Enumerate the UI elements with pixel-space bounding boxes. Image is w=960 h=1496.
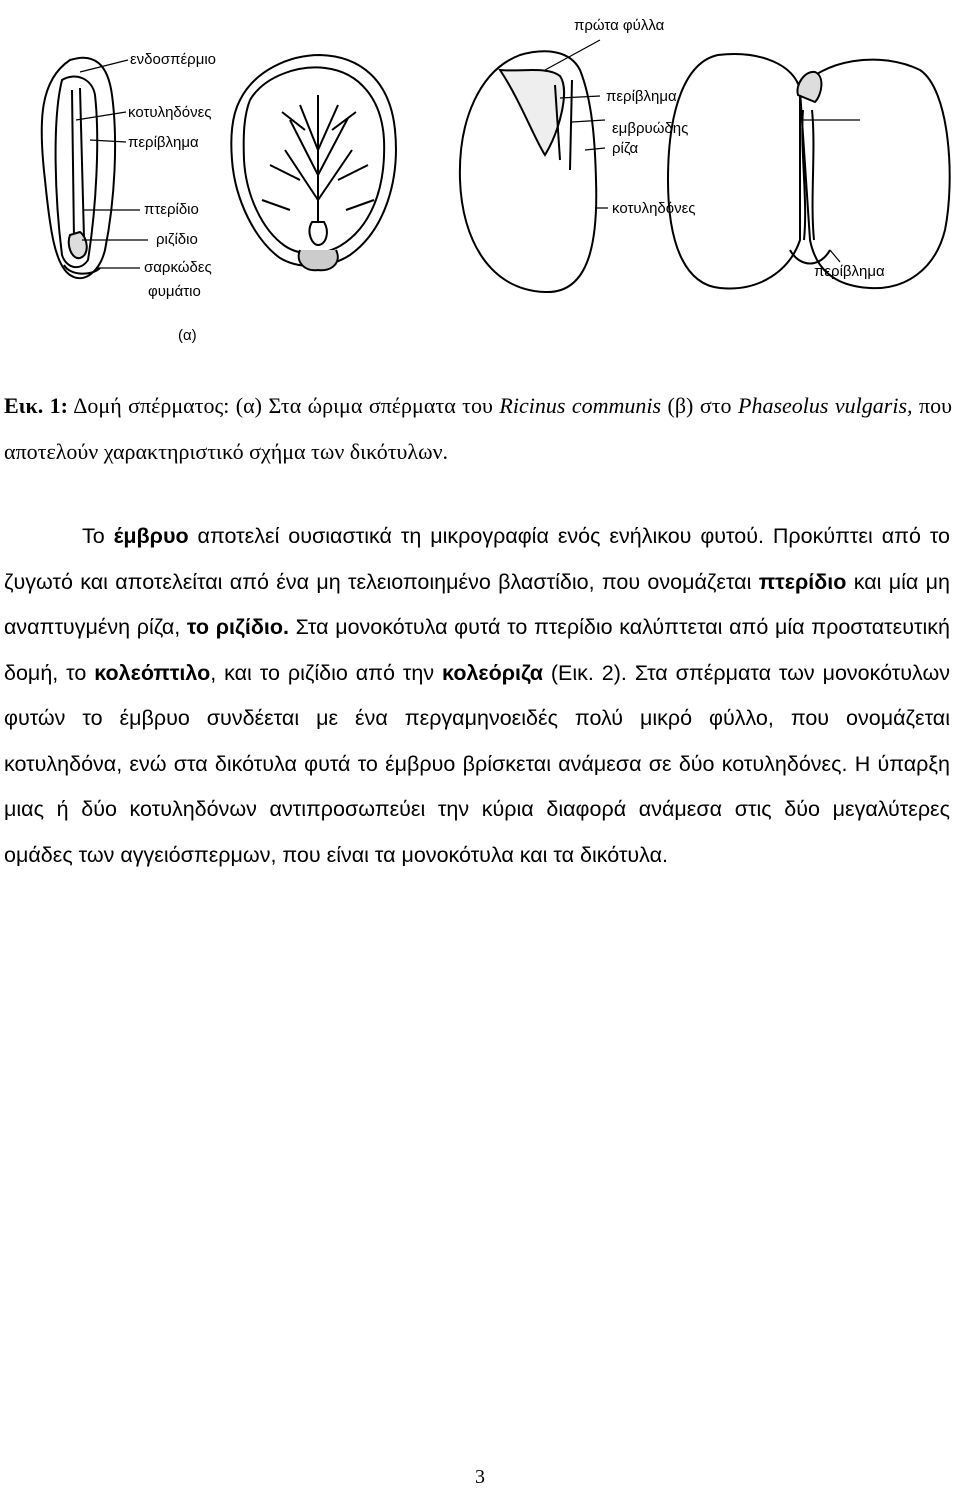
term-radicle: το ριζίδιο.: [186, 615, 289, 639]
caption-text-3: που αποτελούν χαρακτηριστικό σχήμα των δικότυλων.: [4, 393, 952, 464]
label-cotyledons-b: κοτυληδόνες: [612, 200, 696, 217]
label-first-leaves: πρώτα φύλλα: [574, 17, 665, 34]
label-caruncle-1: σαρκώδες: [144, 259, 212, 276]
label-seed-coat-b2: περίβλημα: [814, 263, 885, 280]
para-text-2: αποτελεί ουσιαστικά τη μικρογραφία ενός ενήλικου φυτού. Προκύπτει από το ζυγωτό και αποτελείται από ένα μη τελειοποιημένο βλαστίδιο, που ονομάζεται: [4, 524, 951, 594]
para-text-5: , και το ριζίδιο από την: [210, 660, 443, 685]
para-text-6: (Εικ. 2). Στα σπέρματα των μονοκότυλων φυτών το έμβρυο συνδέεται με ένα περγαμηνοειδές πολύ μικρό φύλλο, που ονομάζεται κοτυληδόνα, ενώ στα δικότυλα φυτά το έμβρυο βρίσκεται ανάμεσα σε δύο κοτυληδόνες. Η ύπαρξη μιας ή δύο κοτυληδόνων αντιπροσωπεύει την κύρια διαφορά ανάμεσα στις δύο μεγαλύτερες ομάδες των αγγειόσπερμων, που είναι τα μονοκότυλα και τα δικότυλα.: [4, 660, 950, 867]
label-seed-coat-a: περίβλημα: [128, 134, 199, 151]
label-caruncle-2: φυμάτιο: [148, 283, 201, 300]
label-embryonic-2: ρίζα: [612, 140, 639, 157]
label-plumule: πτερίδιο: [144, 201, 199, 218]
phaseolus-single-cotyledon: [460, 51, 596, 292]
label-embryonic-1: εμβρυώδης: [612, 120, 689, 137]
para-text-4: Στα μονοκότυλα φυτά το πτερίδιο καλύπτεται από μία προστατευτική δομή, το: [4, 615, 950, 685]
caption-text-2: (β) στο: [661, 393, 739, 418]
panel-label-a: (α): [178, 327, 197, 344]
para-text-3: και μία μη αναπτυγμένη ρίζα,: [4, 569, 950, 639]
label-seed-coat-b: περίβλημα: [606, 88, 677, 105]
para-text-1: Το: [82, 524, 114, 548]
page-number: 3: [475, 1466, 485, 1488]
label-endosperm: ενδοσπέρμιο: [130, 51, 217, 68]
caption-text-1: Δομή σπέρματος: (α) Στα ώριμα σπέρματα του: [68, 393, 500, 418]
term-embryo: έμβρυο: [113, 524, 189, 548]
term-plumule: πτερίδιο: [758, 569, 847, 594]
label-cotyledons-a: κοτυληδόνες: [128, 104, 212, 121]
seed-diagram-svg: [0, 0, 960, 360]
ricinus-longitudinal-section: [42, 58, 115, 278]
seed-structure-figure: [0, 0, 960, 360]
term-coleorhiza: κολεόριζα: [442, 660, 543, 685]
label-radicle: ριζίδιο: [156, 231, 198, 248]
phaseolus-two-cotyledons: [668, 54, 950, 288]
caption-species-1: Ricinus communis: [499, 393, 662, 418]
term-coleoptile: κολεόπτιλο: [94, 660, 211, 685]
figure-caption: [4, 383, 952, 475]
body-paragraph: [4, 514, 950, 878]
caption-prefix: Εικ. 1:: [4, 393, 68, 418]
caption-species-2: Phaseolus vulgaris,: [738, 393, 913, 418]
ricinus-face-view: [231, 55, 396, 270]
